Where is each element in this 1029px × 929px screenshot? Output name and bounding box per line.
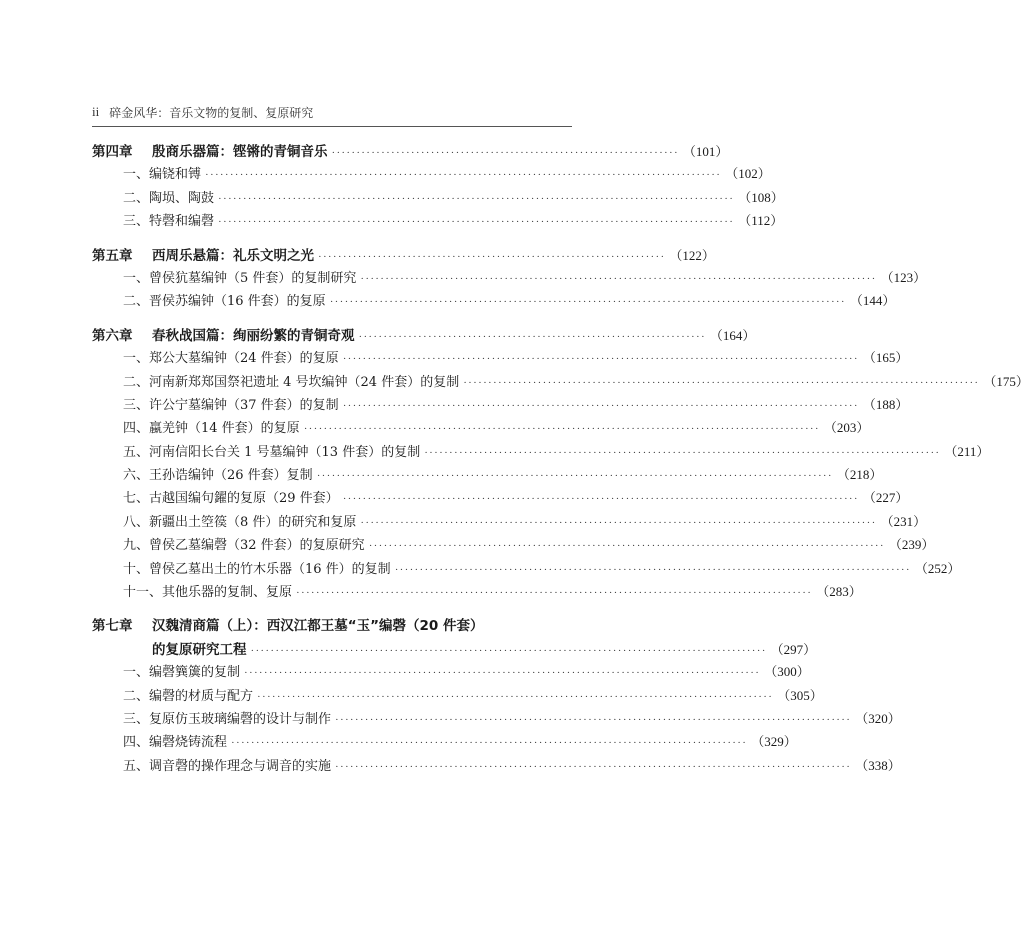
dot-leader: ········································································································ (342, 399, 859, 412)
dot-leader: ········································································································ (342, 493, 859, 506)
page-ref: （164） (709, 327, 756, 343)
dot-leader: ······································································ (331, 147, 679, 159)
dot-leader: ······································································ (318, 250, 666, 263)
page-ref: （175） (983, 373, 1029, 389)
section-title: 一、曾侯犺墓编钟（5 件套）的复制研究 (123, 270, 357, 286)
toc-entry[interactable] (92, 581, 862, 604)
page-ref: （300） (764, 664, 810, 680)
dot-leader: ········································································································ (316, 470, 833, 483)
section-title: 五、河南信阳长台关 1 号墓编钟（13 件套）的复制 (123, 444, 421, 460)
section-title: 三、特磬和编磬 (123, 214, 215, 230)
page-ref: （102） (725, 166, 771, 182)
section-title: 五、调音磬的操作理念与调音的实施 (123, 758, 332, 774)
dot-leader: ········································································································ (368, 540, 885, 553)
section-title: 十、曾侯乙墓出土的竹木乐器（16 件）的复制 (123, 561, 391, 577)
page-ref: （218） (836, 467, 883, 483)
chapter-number: 第七章 (92, 618, 133, 635)
toc-entry[interactable] (92, 755, 901, 778)
chapter-heading[interactable] (92, 614, 572, 637)
running-header (92, 104, 572, 127)
chapter-number: 第六章 (92, 327, 133, 344)
page-ref: （211） (944, 443, 990, 459)
dot-leader: ········································································································ (463, 376, 980, 389)
chapter-heading-continuation[interactable] (92, 638, 817, 661)
page-ref: （239） (888, 537, 935, 553)
dot-leader: ········································································································ (218, 192, 735, 205)
toc-entry[interactable] (92, 487, 909, 510)
page-ref: （329） (751, 734, 797, 750)
toc-entry[interactable] (92, 685, 823, 708)
dot-leader: ········································································································ (205, 169, 722, 182)
page-ref: （252） (914, 560, 961, 576)
table-of-contents (92, 140, 1029, 788)
chapter-6 (92, 324, 1029, 605)
chapter-title-cont: 的复原研究工程 (152, 641, 247, 658)
page-ref: （122） (669, 247, 715, 263)
toc-entry[interactable] (92, 708, 901, 731)
toc-entry[interactable] (92, 464, 883, 487)
dot-leader: ········································································································ (231, 737, 748, 750)
toc-entry[interactable] (92, 371, 1029, 394)
chapter-number: 第四章 (92, 144, 133, 160)
page-ref: （305） (777, 687, 823, 703)
chapter-title: 西周乐悬篇：礼乐文明之光 (152, 247, 314, 264)
page-ref: （227） (862, 490, 909, 506)
page-ref: （297） (770, 641, 817, 657)
dot-leader: ········································································································ (360, 272, 877, 285)
dot-leader: ········································································································ (257, 690, 774, 703)
page-ref: （165） (862, 350, 909, 366)
section-title: 四、编磬烧铸流程 (123, 735, 228, 751)
section-title: 四、蠃羌钟（14 件套）的复原 (123, 421, 300, 437)
dot-leader: ········································································································ (394, 563, 911, 576)
toc-entry[interactable] (92, 511, 927, 534)
chapter-4 (92, 140, 784, 234)
toc-entry[interactable] (92, 290, 896, 313)
page-ref: （203） (823, 420, 870, 436)
page-ref: （144） (849, 293, 896, 309)
section-title: 八、新疆出土箜篌（8 件）的研究和复原 (123, 514, 357, 530)
section-title: 二、河南新郑郑国祭祀遗址 4 号坎编钟（24 件套）的复制 (123, 374, 460, 390)
header-book-title: 碎金风华：音乐文物的复制、复原研究 (109, 106, 314, 120)
toc-entry[interactable] (92, 163, 771, 186)
dot-leader: ········································································································ (342, 353, 859, 366)
section-title: 三、许公宁墓编钟（37 件套）的复制 (123, 397, 339, 413)
section-title: 十一、其他乐器的复制、复原 (123, 585, 293, 601)
chapter-heading[interactable] (92, 324, 756, 347)
page-ref: （188） (862, 396, 909, 412)
header-page-number: ii (92, 104, 100, 119)
dot-leader: ········································································································ (244, 667, 761, 680)
toc-entry[interactable] (92, 441, 990, 464)
toc-entry[interactable] (92, 187, 784, 210)
section-title: 一、编铙和镈 (123, 167, 202, 183)
dot-leader: ········································································································ (329, 296, 846, 309)
toc-entry[interactable] (92, 210, 784, 233)
section-title: 二、陶埙、陶鼓 (123, 190, 215, 206)
dot-leader: ········································································································ (303, 423, 820, 436)
page-ref: （283） (816, 584, 862, 600)
toc-entry[interactable] (92, 661, 810, 684)
section-title: 一、编磬簨簴的复制 (123, 665, 241, 681)
section-title: 七、古越国编句鑃的复原（29 件套） (123, 491, 339, 507)
toc-entry[interactable] (92, 731, 797, 754)
chapter-title: 春秋战国篇：绚丽纷繁的青铜奇观 (152, 327, 355, 344)
page-ref: （123） (880, 269, 927, 285)
chapter-title: 殷商乐器篇：铿锵的青铜音乐 (152, 144, 328, 160)
toc-entry[interactable] (92, 347, 909, 370)
dot-leader: ········································································································ (218, 216, 735, 229)
dot-leader: ········································································································ (250, 644, 767, 657)
section-title: 三、复原仿玉玻璃编磬的设计与制作 (123, 711, 332, 727)
toc-entry[interactable] (92, 534, 935, 557)
dot-leader: ········································································································ (335, 713, 852, 726)
page-ref: （112） (738, 213, 784, 229)
page-ref: （320） (855, 710, 901, 726)
toc-entry[interactable] (92, 417, 870, 440)
section-title: 九、曾侯乙墓编磬（32 件套）的复原研究 (123, 538, 365, 554)
section-title: 二、编磬的材质与配方 (123, 688, 254, 704)
section-title: 六、王孙诰编钟（26 件套）复制 (123, 468, 313, 484)
chapter-heading[interactable] (92, 244, 715, 267)
chapter-7 (92, 614, 901, 778)
chapter-heading[interactable] (92, 140, 729, 163)
chapter-5 (92, 244, 927, 314)
section-title: 二、晋侯苏编钟（16 件套）的复原 (123, 294, 326, 310)
dot-leader: ······································································ (358, 330, 706, 343)
dot-leader: ········································································································ (335, 760, 852, 773)
dot-leader: ········································································································ (360, 516, 877, 529)
toc-entry[interactable] (92, 394, 909, 417)
page-ref: （108） (738, 189, 784, 205)
section-title: 一、郑公大墓编钟（24 件套）的复原 (123, 351, 339, 367)
toc-entry[interactable] (92, 558, 961, 581)
page-ref: （338） (855, 757, 901, 773)
page-ref: （231） (880, 513, 927, 529)
chapter-number: 第五章 (92, 247, 133, 264)
page-ref: （101） (682, 144, 729, 159)
toc-entry[interactable] (92, 267, 927, 290)
dot-leader: ········································································································ (296, 587, 813, 600)
chapter-title: 汉魏清商篇（上）：西汉江都王墓“玉”编磬（20 件套） (152, 618, 484, 635)
dot-leader: ········································································································ (424, 446, 941, 459)
